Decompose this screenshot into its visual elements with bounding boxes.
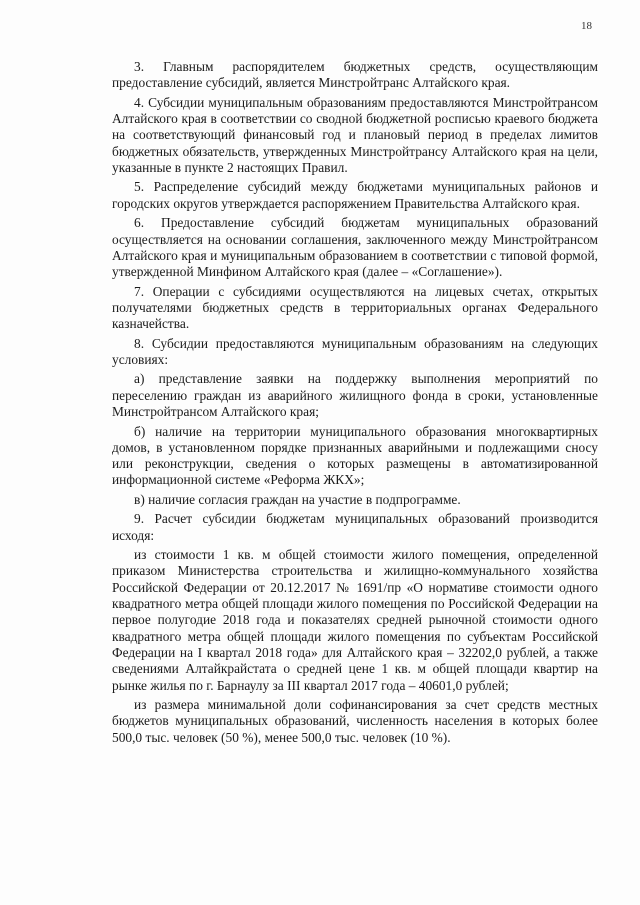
document-body — [112, 59, 598, 749]
paragraph-6: 6. Предоставление субсидий бюджетам муниципальных образований осуществляется на основании соглашения, заключенного между Минстройтрансом Алтайского края и муниципальным образованием в соответствии с типовой формой, утвержденной Минфином Алтайского края (далее – «Соглашение»). — [112, 215, 598, 280]
paragraph-7: 7. Операции с субсидиями осуществляются на лицевых счетах, открытых получателями бюджетных средств в территориальных органах Федерального казначейства. — [112, 283, 598, 332]
paragraph-9: 9. Расчет субсидии бюджетам муниципальных образований производится исходя: — [112, 511, 598, 543]
subitem-b: б) наличие на территории муниципального образования многоквартирных домов, в установленном порядке признанных аварийными и подлежащими сносу или реконструкции, сведения о которых размещены в автоматизированной информационной системе «Реформа ЖКХ»; — [112, 423, 598, 488]
paragraph-4: 4. Субсидии муниципальным образованиям предоставляются Минстройтрансом Алтайского края в соответствии со сводной бюджетной росписью краевого бюджета на соответствующий финансовый год и плановый период в пределах лимитов бюджетных обязательств, утвержденных Минстройтрансу Алтайского края на цели, указанные в пункте 2 настоящих Правил. — [112, 94, 598, 175]
paragraph-8: 8. Субсидии предоставляются муниципальным образованиям на следующих условиях: — [112, 335, 598, 367]
page-number: 18 — [581, 20, 592, 32]
calculation-basis-cost: из стоимости 1 кв. м общей стоимости жилого помещения, определенной приказом Министерства строительства и жилищно-коммунального хозяйства Российской Федерации от 20.12.2017 № 1691/пр «О нормативе стоимости одного квадратного метра общей площади жилого помещения по Российской Федерации на первое полугодие 2018 года и показателях средней рыночной стоимости одного квадратного метра общей площади жилого помещения по субъектам Российской Федерации на I квартал 2018 года» для Алтайского края – 32202,0 рублей, а также сведениями Алтайкрайстата о средней цене 1 кв. м общей площади квартир на рынке жилья по г. Барнаулу за III квартал 2017 года – 40601,0 рублей; — [112, 547, 598, 693]
subitem-v: в) наличие согласия граждан на участие в подпрограмме. — [134, 491, 461, 507]
paragraph-5: 5. Распределение субсидий между бюджетами муниципальных районов и городских округов утверждается распоряжением Правительства Алтайского края. — [112, 179, 598, 211]
calculation-basis-cofinancing: из размера минимальной доли софинансирования за счет средств местных бюджетов муниципальных образований, численность населения в которых более 500,0 тыс. человек (50 %), менее 500,0 тыс. человек (10 %). — [112, 697, 598, 745]
subitem-a: а) представление заявки на поддержку выполнения мероприятий по переселению граждан из аварийного жилищного фонда в сроки, установленные Минстройтрансом Алтайского края; — [112, 371, 598, 420]
paragraph-3: 3. Главным распорядителем бюджетных средств, осуществляющим предоставление субсидий, является Минстройтранс Алтайского края. — [112, 59, 598, 91]
